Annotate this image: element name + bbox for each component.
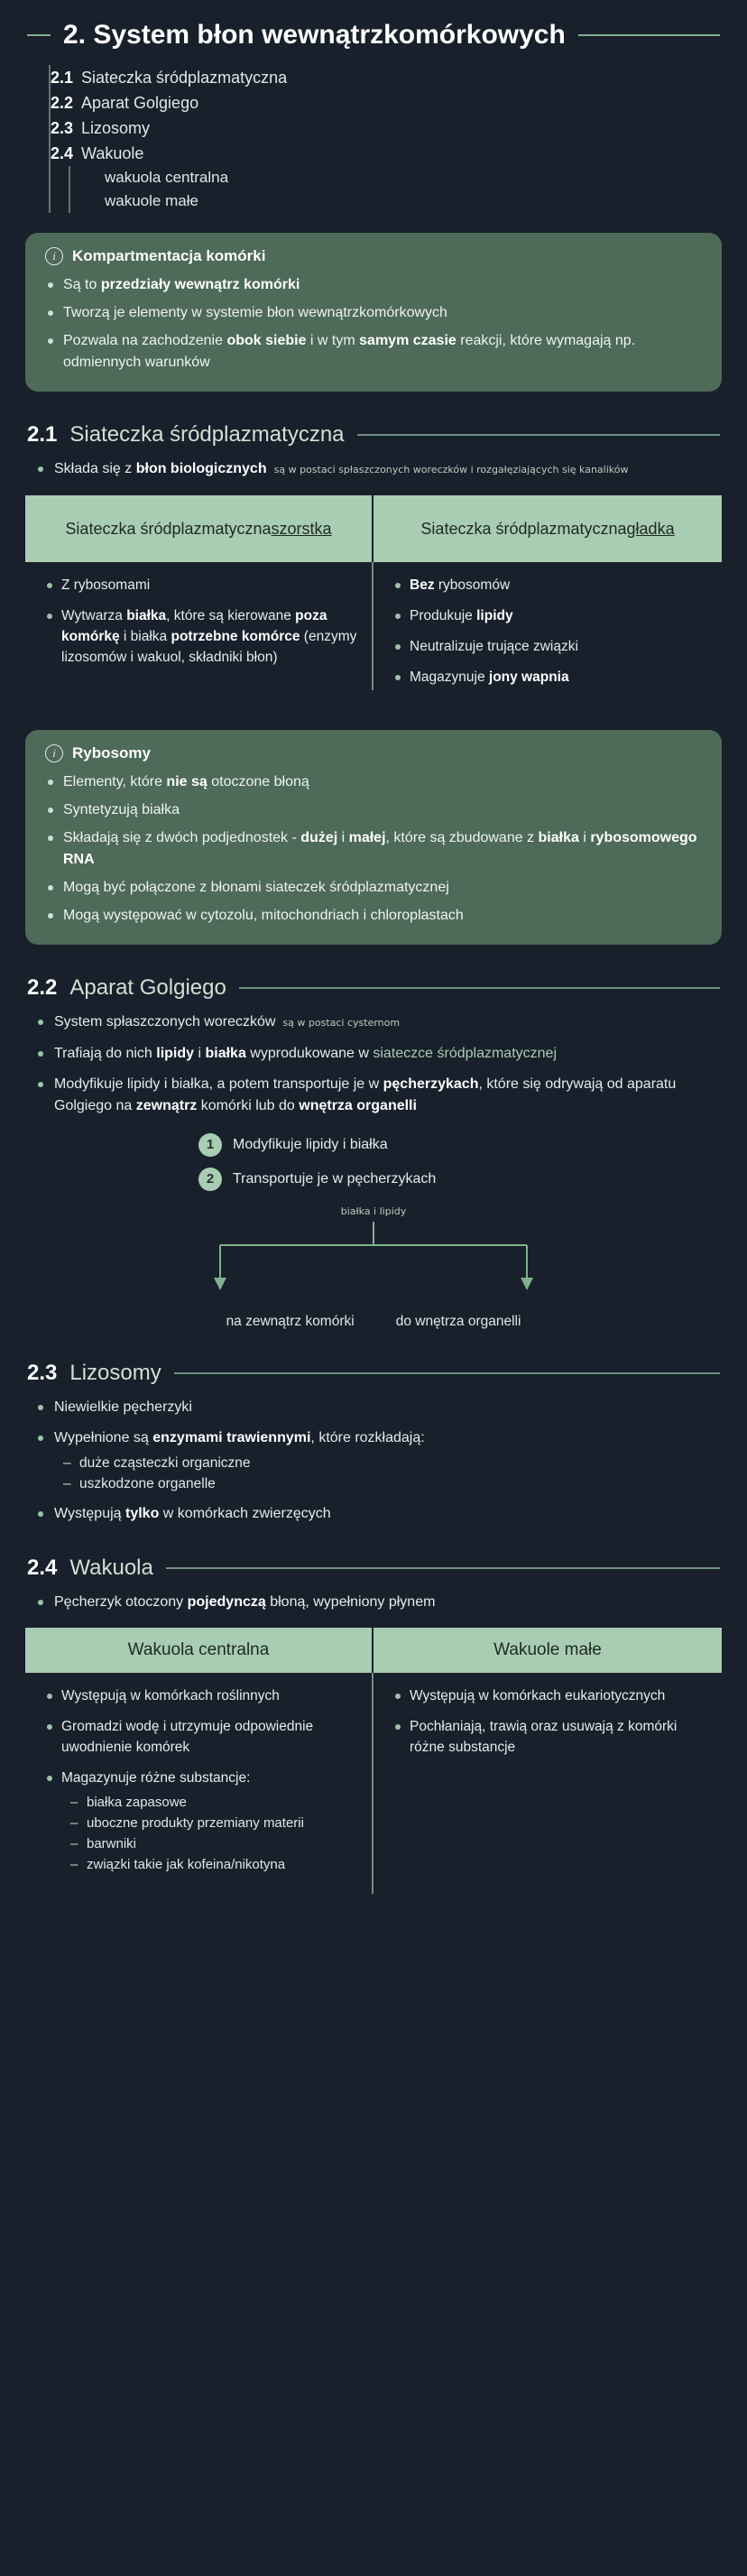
list-item: Składają się z dwóch podjednostek - dużej i małej, które są zbudowane z białka i rybosomowego RNA [45, 827, 702, 871]
card-header [45, 247, 702, 265]
toc-item-label: Aparat Golgiego [81, 94, 199, 112]
rough-er-list [31, 575, 357, 668]
list-item: Mogą być połączone z błonami siateczek śródplazmatycznej [45, 877, 702, 899]
list-item [45, 1768, 357, 1875]
list-item: Neutralizuje trujące związki [393, 636, 707, 657]
sub-item: – duże cząsteczki organiczne [63, 1453, 720, 1473]
table-header-cell: Siateczka śródplazmatyczna gładka [374, 495, 722, 562]
toc-item-2[interactable] [51, 90, 720, 115]
golgi-bullet-1: System spłaszczonych woreczków [54, 1014, 276, 1029]
list-item: Pozwala na zachodzenie obok siebie i w tym samym czasie reakcji, które wymagają np. odmiennych warunków [45, 330, 702, 374]
card-header [45, 744, 702, 762]
list-item: Pochłaniają, trawią oraz usuwają z komórki różne substancje [393, 1716, 707, 1758]
table-body [374, 562, 722, 710]
section-title: Wakuola [69, 1556, 153, 1580]
section-rule [357, 434, 720, 436]
table-header-cell: Siateczka śródplazmatyczna szorstka [25, 495, 374, 562]
list-item: Z rybosomami [45, 575, 357, 596]
lizosomy-list [0, 1397, 747, 1525]
list-item: Syntetyzują białka [45, 799, 702, 821]
golgi-flow-diagram [0, 1133, 747, 1330]
flow-arrows [166, 1202, 581, 1310]
toc-item-number: 2.4 [51, 144, 74, 162]
page-title [0, 0, 747, 60]
table-body [25, 562, 374, 690]
toc-item-label: Siateczka śródplazmatyczna [81, 69, 288, 87]
section-rule [239, 987, 720, 989]
table-body [374, 1673, 722, 1889]
list-item: Są to przedziały wewnątrz komórki [45, 274, 702, 296]
toc-sub-vertical-bar [69, 166, 70, 213]
toc-item-number: 2.2 [51, 94, 74, 112]
flow-step-1 [27, 1133, 720, 1157]
header-underlined-word: gładka [626, 519, 675, 538]
list-item: Występują w komórkach eukariotycznych [393, 1685, 707, 1706]
golgi-bullet-1-note: są w postaci cysternom [282, 1017, 401, 1029]
wakuola-comparison-table [25, 1628, 722, 1894]
card-bullet-list [45, 274, 702, 374]
section-title: Siateczka śródplazmatyczna [69, 422, 345, 447]
list-item: Występują tylko w komórkach zwierzęcych [36, 1503, 720, 1525]
toc-item-4[interactable] [51, 141, 720, 166]
list-item: Wypełnione są enzymami trawiennymi, które rozkładają: – duże cząsteczki organiczne – uszkodzone organelle [36, 1427, 720, 1494]
list-item: Mogą występować w cytozolu, mitochondriach i chloroplastach [45, 905, 702, 927]
er-reference: siateczce śródplazmatycznej [373, 1046, 557, 1061]
lizosomy-sublist [63, 1453, 720, 1494]
step-label: Modyfikuje lipidy i białka [233, 1137, 388, 1152]
card-bullet-list [45, 771, 702, 927]
list-item: Magazynuje jony wapnia [393, 667, 707, 688]
er-intro-list [0, 458, 747, 481]
list-item: Gromadzi wodę i utrzymuje odpowiednie uwodnienie komórek [45, 1716, 357, 1758]
toc-subitem-1[interactable]: wakuola centralna [105, 169, 229, 186]
central-vacuole-list [31, 1685, 357, 1875]
sub-item: – związki takie jak kofeina/nikotyna [70, 1854, 357, 1875]
list-item: Wytwarza białka, które są kierowane poza komórkę i białka potrzebne komórce (enzymy lizosomów i wakuol, składniki błon) [45, 605, 357, 668]
section-heading-golgi [27, 975, 720, 1001]
step-label: Transportuje je w pęcherzykach [233, 1171, 437, 1186]
list-item [36, 1011, 720, 1034]
toc-item-number: 2.3 [51, 119, 74, 137]
list-item: Bez rybosomów [393, 575, 707, 596]
toc-item-3[interactable] [51, 115, 720, 141]
header-underlined-word: szorstka [271, 519, 332, 538]
flow-output-1: na zewnątrz komórki [226, 1314, 355, 1329]
sub-item: – uszkodzone organelle [63, 1473, 720, 1494]
wakuola-column-small [374, 1628, 722, 1894]
table-body [25, 1673, 374, 1894]
table-of-contents [0, 60, 747, 213]
section-number: 2.1 [27, 422, 58, 447]
list-item: Występują w komórkach roślinnych [45, 1685, 357, 1706]
sub-item: – uboczne produkty przemiany materii [70, 1813, 357, 1833]
section-title: Lizosomy [69, 1361, 161, 1385]
list-item: Trafiają do nich lipidy i białka wyprodukowane w siateczce śródplazmatycznej [36, 1043, 720, 1065]
card-title: Kompartmentacja komórki [72, 247, 266, 264]
step-number-badge: 2 [198, 1168, 222, 1191]
table-header-cell: Wakuole małe [374, 1628, 722, 1673]
flow-output-2: do wnętrza organelli [395, 1314, 521, 1329]
document-title: 2. System błon wewnątrzkomórkowych [63, 20, 566, 50]
title-rule-right [578, 34, 720, 36]
section-number: 2.4 [27, 1556, 58, 1580]
toc-item-number: 2.1 [51, 69, 74, 87]
list-item: Składa się z błon biologicznych są w postaci spłaszczonych woreczków i rozgałęziających się kanalików [36, 458, 720, 481]
list-item: Modyfikuje lipidy i białka, a potem transportuje je w pęcherzykach, które się odrywają od aparatu Golgiego na zewnątrz komórki lub do wnętrza organelli [36, 1074, 720, 1117]
smooth-er-list [379, 575, 707, 688]
toc-item-label: Lizosomy [81, 119, 151, 137]
magazynuje-label: Magazynuje różne substancje: [61, 1770, 251, 1786]
toc-item-label: Wakuole [81, 144, 144, 162]
list-item: Pęcherzyk otoczony pojedynczą błoną, wypełniony płynem [36, 1592, 720, 1613]
section-number: 2.2 [27, 975, 58, 1000]
toc-subitems [51, 166, 720, 213]
list-item: Elementy, które nie są otoczone błoną [45, 771, 702, 793]
section-rule [174, 1372, 720, 1374]
ribosome-card [25, 730, 722, 945]
list-item: Tworzą je elementy w systemie błon wewnątrzkomórkowych [45, 302, 702, 324]
list-item: Produkuje lipidy [393, 605, 707, 626]
sub-item: – białka zapasowe [70, 1792, 357, 1813]
step-number-badge: 1 [198, 1133, 222, 1157]
info-icon: i [45, 247, 63, 265]
section-title: Aparat Golgiego [69, 975, 226, 1000]
er-comparison-table [25, 495, 722, 710]
toc-group [31, 65, 720, 213]
er-intro-note: są w postaci spłaszczonych woreczków i rozgałęziających się kanalików [273, 464, 629, 475]
toc-subitem-2[interactable]: wakuole małe [105, 192, 198, 209]
small-vacuole-list [379, 1685, 707, 1758]
flow-output-labels [27, 1314, 720, 1330]
er-column-smooth [374, 495, 722, 710]
info-icon: i [45, 744, 63, 762]
compartmentation-card [25, 233, 722, 392]
er-column-rough [25, 495, 374, 710]
wakuola-column-central [25, 1628, 374, 1894]
wakuola-intro-list [0, 1592, 747, 1613]
section-heading-er [27, 422, 720, 448]
sub-item: – barwniki [70, 1833, 357, 1854]
central-vacuole-sublist [70, 1792, 357, 1875]
toc-item-1[interactable] [51, 65, 720, 90]
section-number: 2.3 [27, 1361, 58, 1385]
flow-step-2 [27, 1168, 720, 1191]
section-rule [166, 1567, 720, 1569]
svg-text:białka i lipidy: białka i lipidy [340, 1205, 407, 1217]
title-rule-left [27, 34, 51, 36]
golgi-list [0, 1011, 747, 1117]
list-item: Niewielkie pęcherzyki [36, 1397, 720, 1418]
card-title: Rybosomy [72, 744, 151, 762]
section-heading-lizosomy [27, 1361, 720, 1386]
section-heading-wakuola [27, 1556, 720, 1581]
table-header-cell: Wakuola centralna [25, 1628, 374, 1673]
